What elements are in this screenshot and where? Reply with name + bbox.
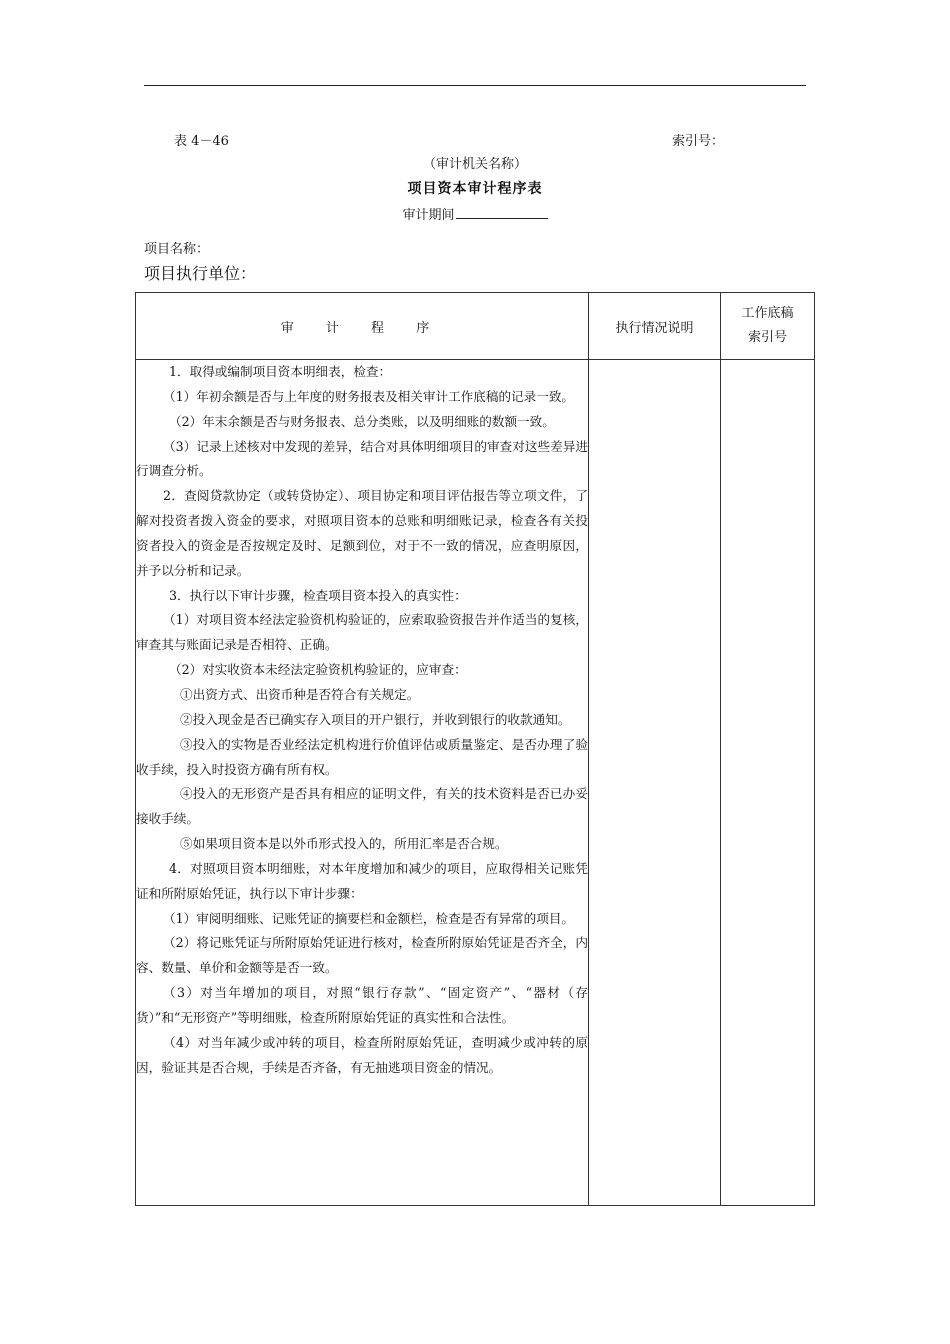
- project-unit-label: 项目执行单位：: [144, 264, 257, 283]
- header-rule: [144, 85, 806, 86]
- procedure-steps-cell: [136, 360, 589, 1206]
- col-header-workpaper: [721, 293, 815, 360]
- procedure-step: 3．执行以下审计步骤，检查项目资本投入的真实性：: [169, 587, 467, 603]
- table-header-row: [136, 293, 815, 360]
- col-header-workpaper-line1: 工作底稿: [741, 306, 794, 321]
- procedure-step: （2）对实收资本未经法定验资机构验证的，应审查：: [169, 662, 467, 678]
- workpaper-index-cell[interactable]: [721, 360, 815, 1206]
- table-body-row: [136, 360, 815, 1206]
- execution-notes-cell[interactable]: [589, 360, 721, 1206]
- procedure-step: （2）将记账凭证与所附原始凭证进行核对，检查所附原始凭证是否齐全，内容、数量、单价和金额等是否一致。: [136, 935, 588, 976]
- procedure-step: ①出资方式、出资币种是否符合有关规定。: [180, 686, 420, 702]
- procedure-step: （3）记录上述核对中发现的差异，结合对具体明细项目的审查对这些差异进行调查分析。: [136, 438, 588, 479]
- procedure-step: （1）对项目资本经法定验资机构验证的，应索取验资报告并作适当的复核，审查其与账面记录是否相符、正确。: [136, 612, 588, 653]
- audit-org-name: （审计机关名称）: [422, 157, 527, 172]
- procedure-step: 4．对照项目资本明细账，对本年度增加和减少的项目，应取得相关记账凭证和所附原始凭证，执行以下审计步骤：: [136, 860, 588, 901]
- procedure-step: （4）对当年减少或冲转的项目，检查所附原始凭证，查明减少或冲转的原因，验证其是否合规，手续是否齐备，有无抽逃项目资金的情况。: [136, 1034, 588, 1075]
- procedure-step: （2）年末余额是否与财务报表、总分类账，以及明细账的数额一致。: [169, 413, 555, 429]
- procedure-step: ④投入的无形资产是否具有相应的证明文件，有关的技术资料是否已办妥接收手续。: [136, 786, 588, 827]
- col-header-workpaper-line2: 索引号: [747, 330, 787, 345]
- col-header-execution: 执行情况说明: [589, 293, 721, 360]
- procedure-step: ⑤如果项目资本是以外币形式投入的，所用汇率是否合规。: [180, 836, 508, 852]
- page-title: 项目资本审计程序表: [407, 181, 543, 197]
- procedure-step: （1）审阅明细账、记账凭证的摘要栏和金额栏，检查是否有异常的项目。: [163, 910, 575, 926]
- procedure-step: （1）年初余额是否与上年度的财务报表及相关审计工作底稿的记录一致。: [163, 388, 575, 404]
- table-number: 表 4－46: [174, 134, 229, 149]
- index-number-label: 索引号：: [672, 134, 725, 149]
- audit-period-label: 审计期间: [402, 208, 455, 223]
- audit-program-table: [135, 292, 815, 1206]
- procedure-step: 1．取得或编制项目资本明细表，检查：: [169, 364, 392, 379]
- audit-period: [0, 204, 950, 223]
- procedure-step: （3）对当年增加的项目，对照“银行存款”、“固定资产”、“器材（存货）”和“无形资产”等明细账，检查所附原始凭证的真实性和合法性。: [136, 985, 588, 1025]
- procedure-step: ②投入现金是否已确实存入项目的开户银行，并收到银行的收款通知。: [180, 711, 571, 727]
- project-name-label: 项目名称：: [144, 242, 210, 257]
- audit-period-blank: [456, 206, 548, 219]
- procedure-step: ③投入的实物是否业经法定机构进行价值评估或质量鉴定、是否办理了验收手续，投入时投资方确有所有权。: [136, 736, 588, 777]
- procedure-step: 2．查阅贷款协定（或转贷协定）、项目协定和项目评估报告等立项文件，了解对投资者拨入资金的要求，对照项目资本的总账和明细账记录，检查各有关投资者投入的资金是否按规定及时、足额到位，对于不一致的情况，应查明原因，并予以分析和记录。: [136, 488, 588, 578]
- col-header-procedure: 审 计 程 序: [136, 293, 589, 360]
